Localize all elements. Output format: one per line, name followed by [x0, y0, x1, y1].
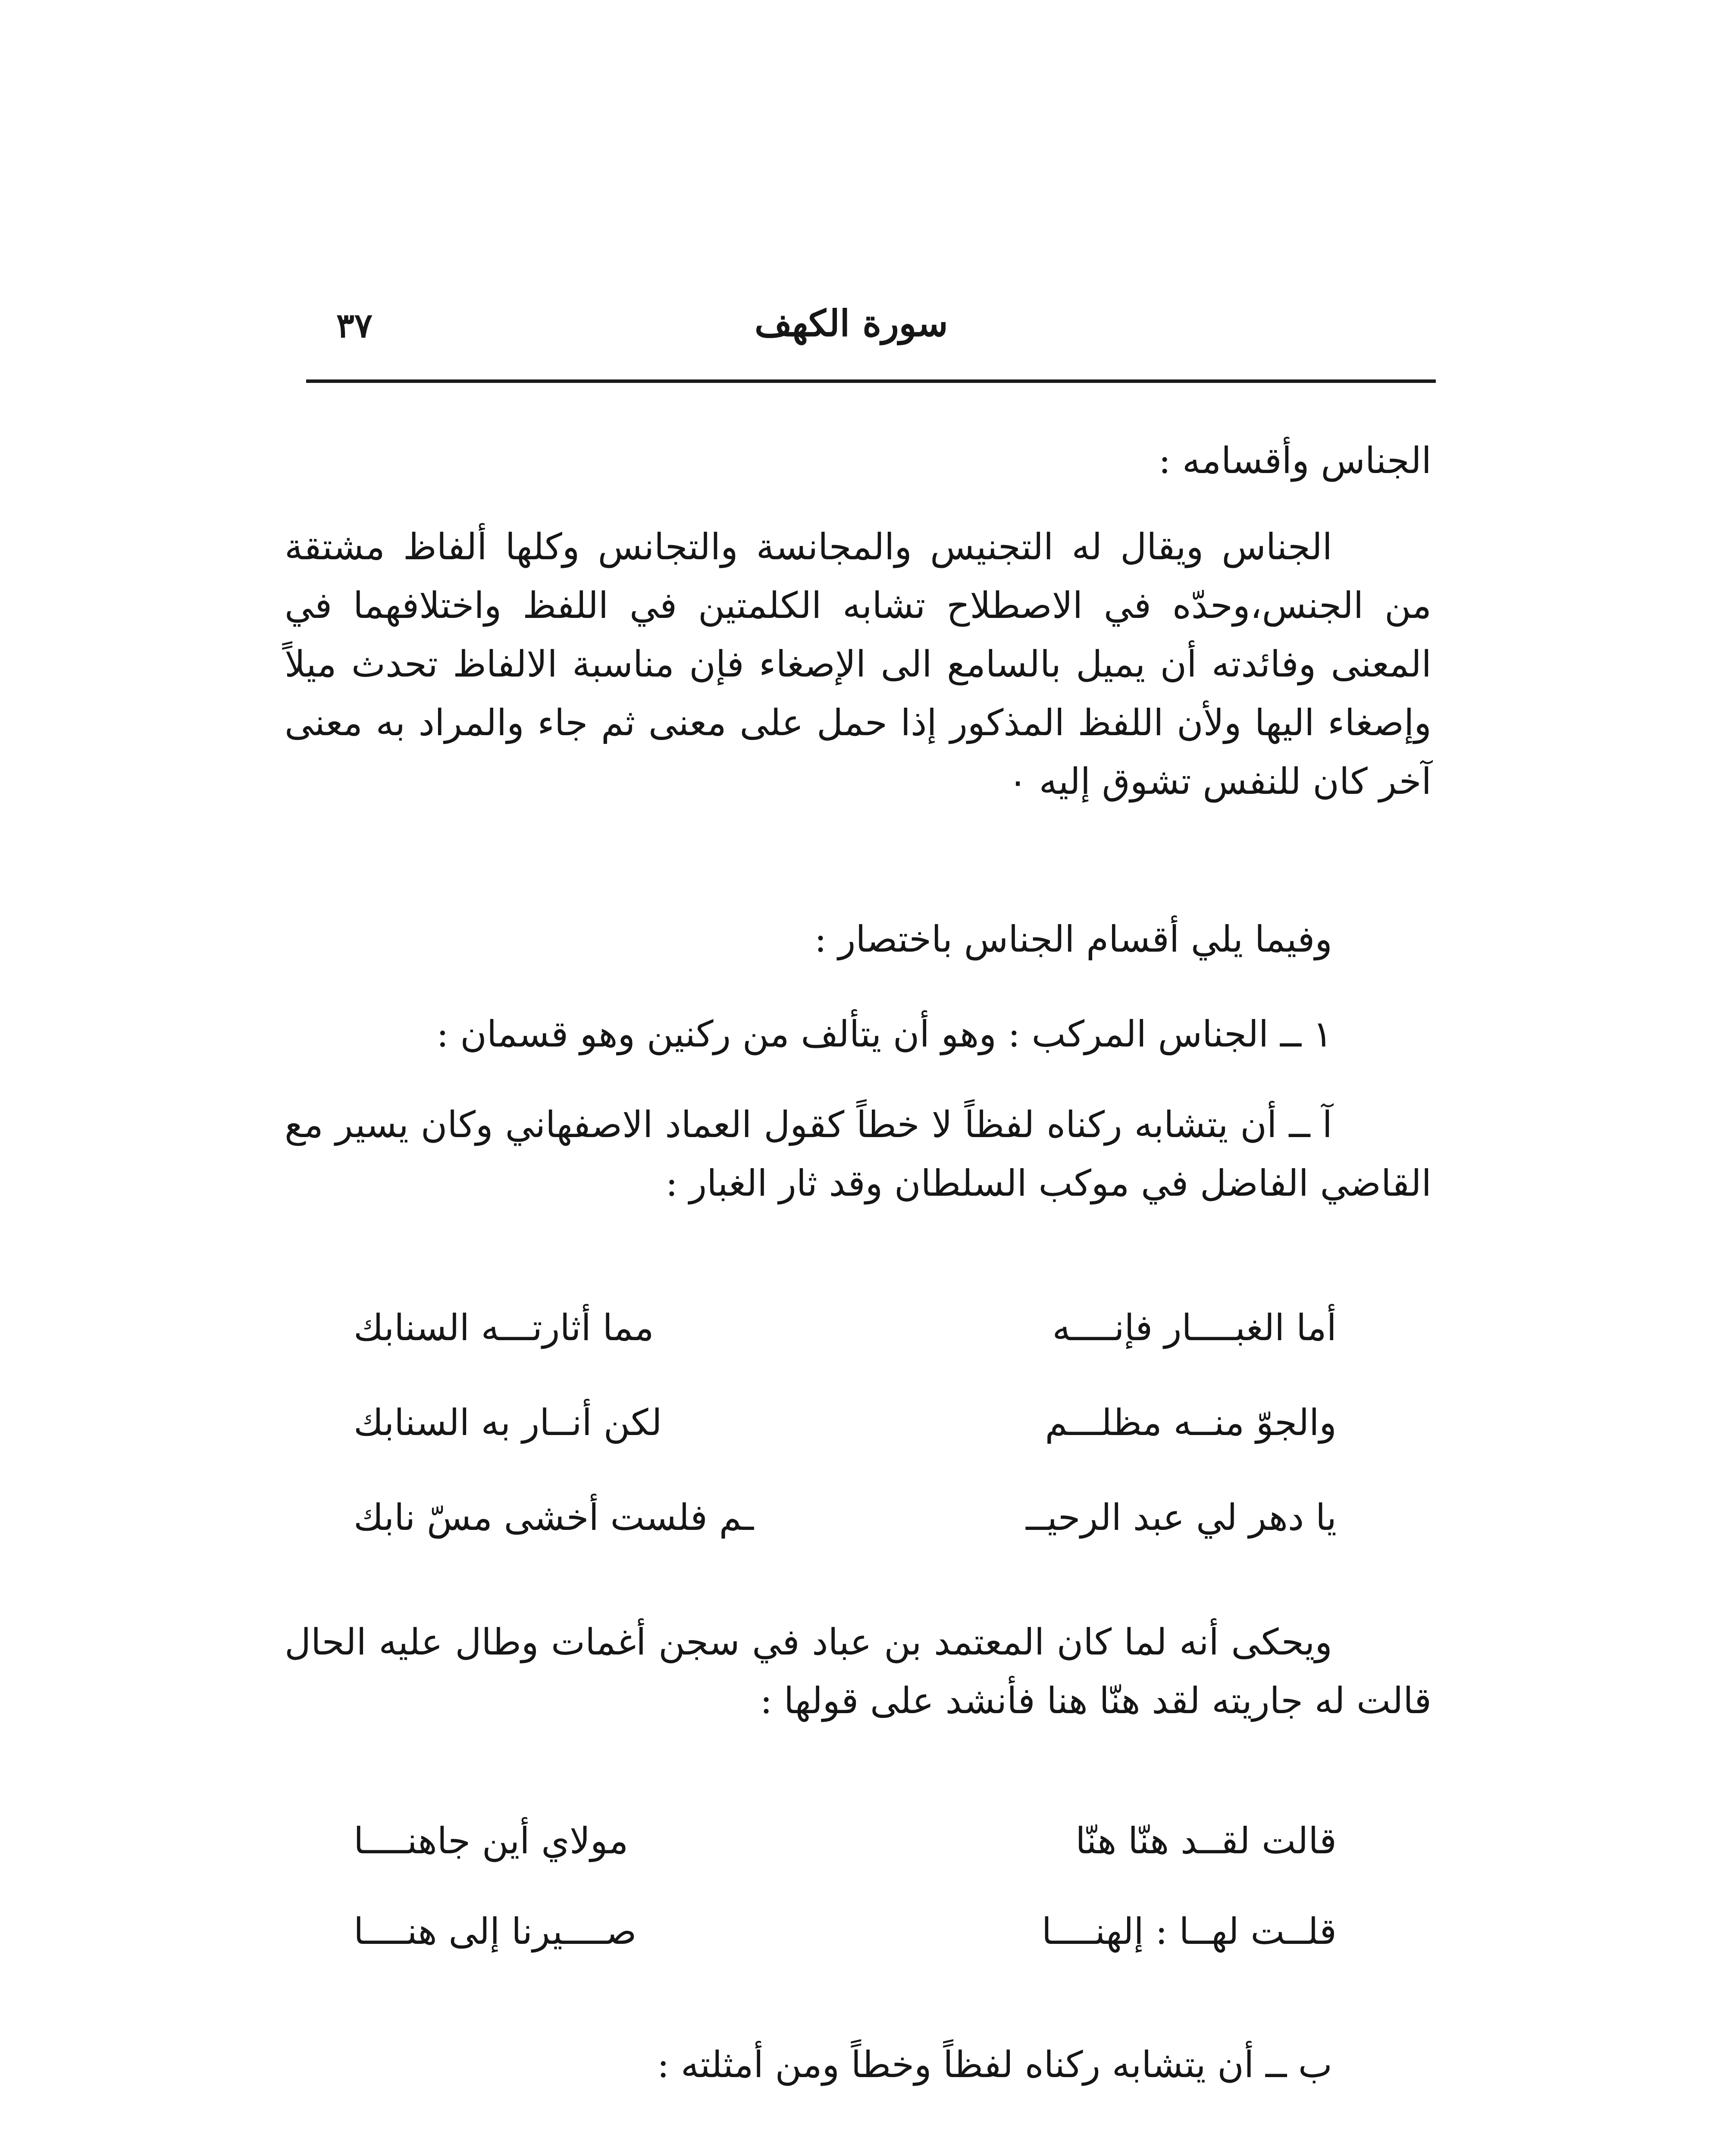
paragraph-definition: الجناس ويقال له التجنيس والمجانسة والتجانس وكلها ألفاظ مشتقة من الجنس،وحدّه في الاصطلاح تشابه الكلمتين في اللفظ واختلافهما في المعنى وفائدته أن يميل بالسامع الى الإصغاء فإن مناسبة الالفاظ تحدث ميلاً وإصغاء اليها ولأن اللفظ المذكور إذا حمل على معنى ثم جاء والمراد به معنى آخر كان للنفس تشوق إليه ٠: [285, 526, 1432, 802]
paragraph-mutamid: ويحكى أنه لما كان المعتمد بن عباد في سجن أغمات وطال عليه الحال قالت له جاريته لقد هنّا هنا فأنشد على قولها :: [285, 1621, 1431, 1722]
hemistich-second: ـم فلست أخشى مسّ نابك: [354, 1496, 754, 1539]
paragraph-type-b: ب ــ أن يتشابه ركناه لفظاً وخطاً ومن أمثلته :: [657, 2043, 1332, 2086]
page-number: ٣٧: [336, 306, 373, 345]
poem-one-verse: [354, 1496, 1337, 1565]
hemistich-first: والجوّ منــه مظلـــم: [1045, 1401, 1337, 1444]
hemistich-first: قالت لقــد هنّا هنّا: [1075, 1820, 1337, 1862]
paragraph-intro-types: وفيما يلي أقسام الجناس باختصار :: [814, 918, 1332, 960]
section-heading-jinas: الجناس وأقسامه :: [1159, 439, 1431, 482]
header-rule: [306, 379, 1436, 383]
hemistich-first: أما الغبــــار فإنــــه: [1052, 1307, 1337, 1349]
hemistich-first: يا دهر لي عبد الرحيــ: [1026, 1496, 1337, 1539]
hemistich-first: قلــت لهــا : إلهنــــا: [1041, 1910, 1337, 1952]
running-title: سورة الكهف: [755, 302, 948, 345]
hemistich-second: مما أثارتـــه السنابك: [354, 1307, 654, 1349]
poem-one-verse: [354, 1307, 1337, 1376]
poem-two-verse: [354, 1910, 1337, 1979]
hemistich-second: لكن أنــار به السنابك: [354, 1401, 662, 1444]
hemistich-second: مولاي أين جاهنــــا: [354, 1820, 629, 1862]
page-header: [306, 298, 1436, 375]
poem-two-verse: [354, 1820, 1337, 1889]
paragraph-type-a: آ ــ أن يتشابه ركناه لفظاً لا خطاً كقول العماد الاصفهاني وكان يسير مع القاضي الفاضل في موكب السلطان وقد ثار الغبار :: [285, 1103, 1431, 1204]
poem-one-verse: [354, 1401, 1337, 1470]
hemistich-second: صــــيرنا إلى هنــــا: [354, 1910, 637, 1952]
paragraph-type-one: ١ ــ الجناس المركب : وهو أن يتألف من ركنين وهو قسمان :: [436, 1013, 1332, 1055]
